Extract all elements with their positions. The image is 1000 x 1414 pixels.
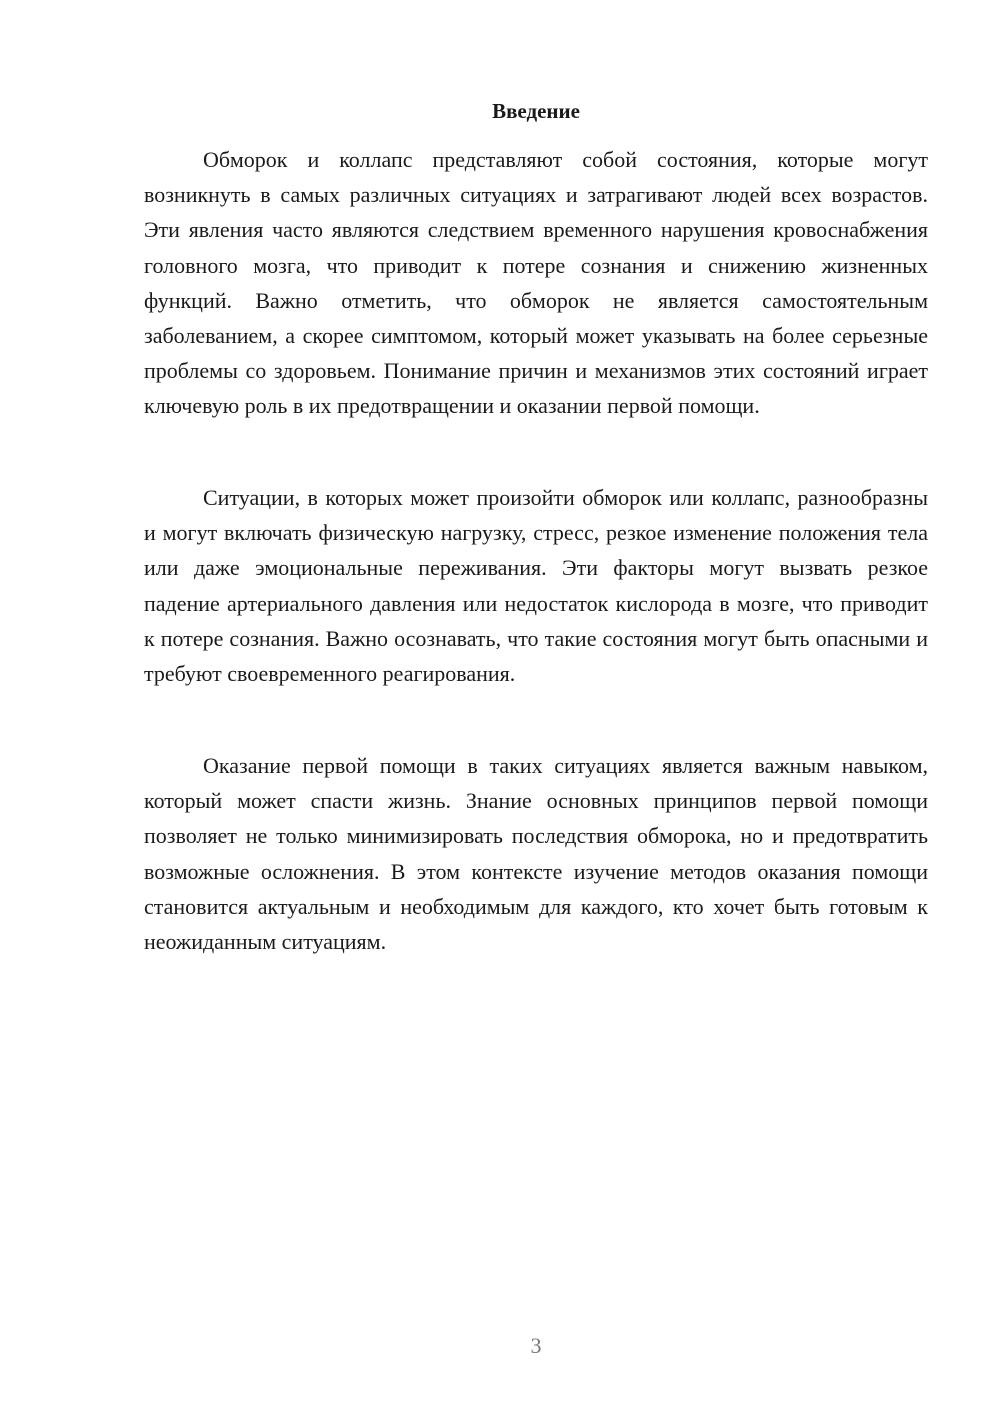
page-number: 3 [530, 1333, 542, 1358]
paragraph-3: Оказание первой помощи в таких ситуациях является важным навыком, который может спасти жизнь. Знание основных принципов первой помощи позволяет не только минимизировать последствия обморока, но и предотвратить возможные осложнения. В этом контексте изучение методов оказания помощи становится актуальным и необходимым для каждого, кто хочет быть готовым к неожиданным ситуациям. [144, 753, 928, 955]
section-heading: Введение [492, 99, 580, 123]
paragraph-2: Ситуации, в которых может произойти обморок или коллапс, разнообразны и могут включать физическую нагрузку, стресс, резкое изменение положения тела или даже эмоциональные переживания. Эти факторы могут вызвать резкое падение артериального давления или недостаток кислорода в мозге, что приводит к потере сознания. Важно осознавать, что такие состояния могут быть опасными и требуют своевременного реагирования. [144, 485, 928, 687]
paragraph-1: Обморок и коллапс представляют собой состояния, которые могут возникнуть в самых различных ситуациях и затрагивают людей всех возрастов. Эти явления часто являются следствием временного нарушения кровоснабжения головного мозга, что приводит к потере сознания и снижению жизненных функций. Важно отметить, что обморок не является самостоятельным заболеванием, а скорее симптомом, который может указывать на более серьезные проблемы со здоровьем. Понимание причин и механизмов этих состояний играет ключевую роль в их предотвращении и оказании первой помощи. [144, 147, 928, 419]
